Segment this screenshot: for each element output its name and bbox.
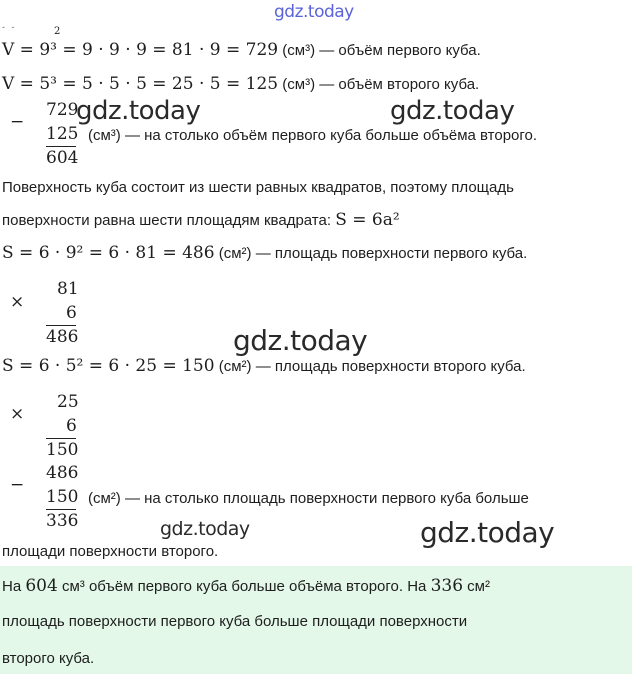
surface-explanation-line1: Поверхность куба состоит из шести равных квадратов, поэтому площадь — [2, 179, 514, 196]
sub2-subtrahend: 150 — [46, 487, 79, 507]
sub1-rule — [46, 146, 76, 147]
answer-line3: второго куба. — [2, 650, 95, 667]
volume-first-line — [2, 40, 481, 60]
mul2-result: 150 — [46, 440, 79, 460]
answer-volume-diff: 604 — [25, 576, 58, 596]
watermark-top: gdz.today — [274, 2, 354, 22]
sub2-result: 336 — [46, 511, 79, 531]
sub1-text: (см³) — на столько объём первого куба больше объёма второго. — [88, 127, 538, 144]
area-first-text: (см²) — площадь поверхности первого куба. — [214, 245, 528, 262]
mul2-operator: × — [10, 404, 25, 424]
watermark: gdz.today — [390, 96, 515, 126]
mul2-b: 6 — [66, 416, 77, 436]
mul1-a: 81 — [57, 279, 79, 299]
area-second-formula: S = 6 · 5² = 6 · 25 = 150 — [2, 356, 215, 376]
sub1-minuend: 729 — [46, 100, 79, 120]
answer-unit: см² — [463, 578, 490, 595]
surface-explanation-text: поверхности равна шести площадям квадрата: — [2, 212, 336, 229]
volume-second-formula: V = 5³ = 5 · 5 · 5 = 25 · 5 = 125 — [2, 74, 279, 94]
area-second-line — [2, 356, 526, 376]
area-first-line — [2, 243, 527, 263]
mul2-rule — [46, 438, 76, 439]
answer-line2: площадь поверхности первого куба больше площади поверхности — [2, 613, 468, 630]
sub2-operator: − — [10, 475, 25, 495]
watermark: gdz.today — [76, 96, 201, 126]
cutoff-exponent: 2 — [54, 26, 61, 37]
sub2-minuend: 486 — [46, 463, 79, 483]
area-first-formula: S = 6 · 9² = 6 · 81 = 486 — [2, 243, 215, 263]
mul1-b: 6 — [66, 303, 77, 323]
answer-box — [0, 566, 632, 674]
watermark: gdz.today — [160, 518, 250, 540]
volume-first-text: (см³) — объём первого куба. — [278, 42, 481, 59]
volume-first-formula: V = 9³ = 9 · 9 · 9 = 81 · 9 = 729 — [2, 40, 279, 60]
mul1-operator: × — [10, 292, 25, 312]
watermark: gdz.today — [233, 324, 368, 357]
sub2-text: (см²) — на столько площадь поверхности первого куба больше — [88, 490, 529, 507]
surface-formula: S = 6a² — [335, 210, 400, 230]
volume-second-line — [2, 74, 479, 94]
sub2-rule — [46, 509, 76, 510]
volume-second-text: (см³) — объём второго куба. — [278, 76, 480, 93]
mul2-a: 25 — [57, 392, 79, 412]
answer-area-diff: 336 — [430, 576, 464, 596]
answer-middle: см³ объём первого куба больше объёма второго. На — [57, 578, 431, 595]
answer-prefix: На — [2, 578, 26, 595]
surface-explanation-line2 — [2, 210, 400, 230]
sub1-result: 604 — [46, 148, 79, 168]
sub2-text-continued: площади поверхности второго. — [2, 543, 219, 560]
cutoff-marks: - - — [2, 22, 17, 32]
sub1-operator: − — [10, 112, 25, 132]
mul1-rule — [46, 325, 76, 326]
sub1-subtrahend: 125 — [46, 124, 79, 144]
mul1-result: 486 — [46, 327, 79, 347]
watermark: gdz.today — [420, 516, 555, 549]
area-second-text: (см²) — площадь поверхности второго куба. — [214, 358, 526, 375]
answer-line1 — [2, 576, 490, 596]
